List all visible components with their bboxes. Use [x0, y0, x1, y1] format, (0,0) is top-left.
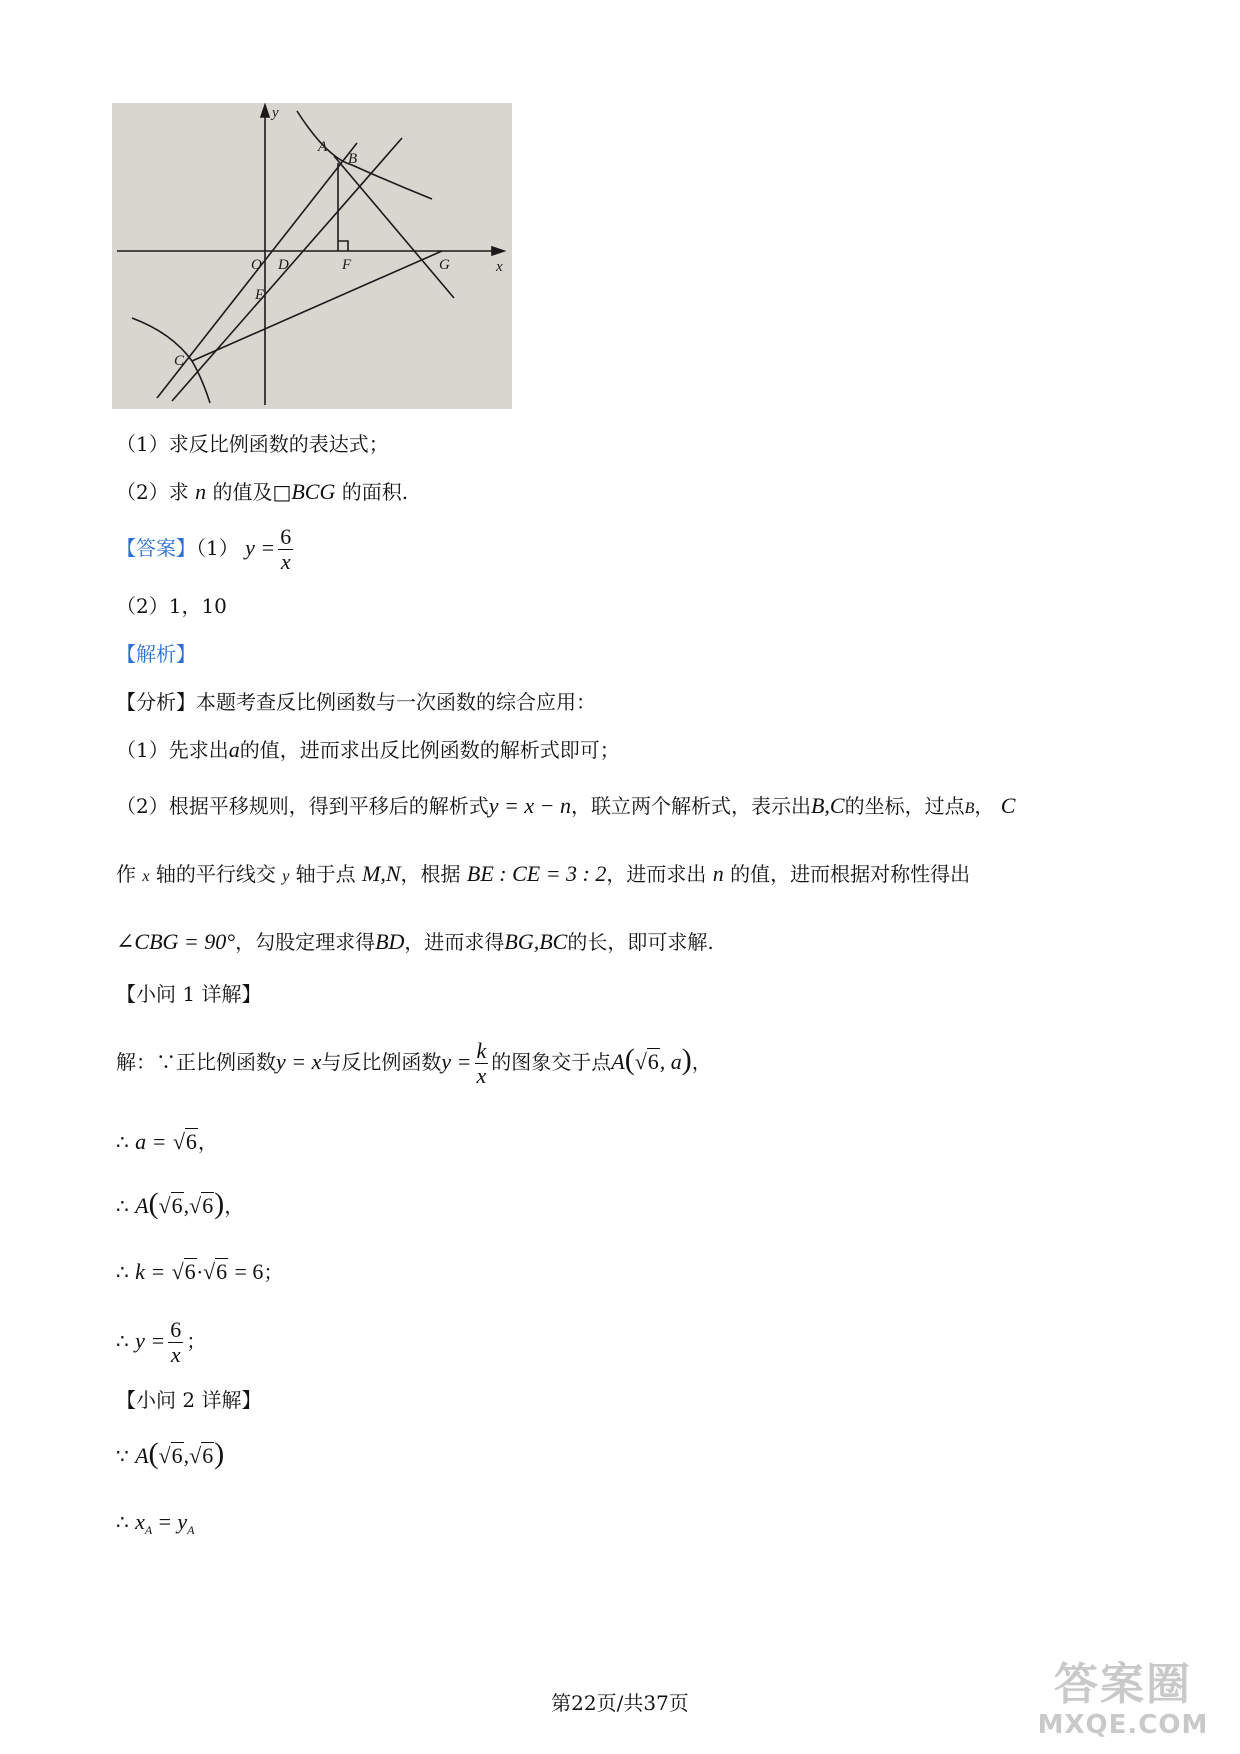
var-x: x — [135, 1509, 145, 1534]
geometry-figure — [112, 103, 512, 409]
q1-prefix: （1） — [116, 432, 169, 456]
text: ； — [186, 1329, 207, 1353]
dot: · — [196, 1260, 204, 1284]
var-n: n — [712, 861, 724, 886]
equals: = — [158, 1509, 171, 1534]
subscript: A — [144, 1523, 153, 1537]
text: 的值，进而求出反比例函数的解析式即可； — [239, 738, 620, 762]
text: ， — [691, 1050, 712, 1074]
label-b: B — [348, 151, 358, 167]
analysis-tag: 【解析】 — [116, 642, 196, 666]
numerator: 6 — [280, 524, 292, 549]
because: ∵ — [116, 1444, 129, 1468]
answer-tag: 【答案】 — [116, 536, 196, 560]
radicand: 6 — [171, 1443, 183, 1468]
label-o: O — [251, 257, 262, 273]
sqrt: √6 — [634, 1049, 659, 1074]
lhs: y = — [135, 1328, 166, 1353]
part1-step5 — [116, 1312, 206, 1370]
triangle-symbol: □ — [272, 480, 292, 504]
segments-bg-bc: BG,BC — [504, 929, 568, 954]
text: 的图象交于点 — [491, 1050, 612, 1074]
var-a: , a — [659, 1049, 682, 1074]
line-bg — [334, 156, 454, 298]
fenxi-p2 — [116, 792, 1015, 823]
fenxi-intro — [116, 688, 596, 716]
ratio: BE : CE = 3 : 2 — [466, 861, 607, 886]
part2-tag: 【小问 2 详解】 — [116, 1388, 262, 1412]
watermark-top: 答案圈 — [1054, 1659, 1192, 1710]
text: 的长，即可求解. — [567, 930, 714, 954]
text: 轴的平行线交 — [155, 862, 276, 886]
part1-step3: ∴ A(√6,√6)， — [116, 1187, 245, 1220]
therefore: ∴ — [116, 1130, 129, 1154]
answer-1-lhs: y = — [245, 535, 276, 560]
answer-1 — [116, 520, 296, 576]
therefore: ∴ — [116, 1510, 129, 1534]
text: ，进而求得 — [404, 930, 505, 954]
y-axis-arrow — [261, 105, 269, 117]
point-a: A — [611, 1049, 625, 1074]
radicand: 6 — [171, 1193, 183, 1218]
label-c: C — [174, 353, 185, 369]
q2-var-n: n — [195, 479, 207, 504]
q2-text: 的面积. — [341, 480, 409, 504]
q2-prefix: （2） — [116, 480, 169, 504]
fraction-6-over-x — [168, 1318, 183, 1367]
var-x: x — [142, 868, 150, 885]
text: ， — [974, 794, 995, 818]
fenxi-p4 — [116, 928, 714, 956]
label-d: D — [278, 257, 289, 273]
q2-text: 求 — [168, 480, 189, 504]
radicand: 6 — [216, 1259, 228, 1284]
part1-tag: 【小问 1 详解】 — [116, 982, 262, 1006]
label-a: A — [318, 139, 328, 155]
var-y: y — [177, 1509, 188, 1534]
numerator: 6 — [170, 1317, 182, 1342]
var-y: y — [282, 868, 290, 885]
question-2 — [116, 478, 408, 506]
equation: y = x — [276, 1049, 322, 1074]
answer-2: （2）1，10 — [116, 594, 227, 618]
label-x: x — [496, 259, 503, 275]
segment-bd: BD — [375, 929, 405, 954]
radicand: 6 — [202, 1443, 214, 1468]
label-f: F — [342, 257, 352, 273]
text: ，联立两个解析式，表示出 — [570, 794, 811, 818]
hyperbola-lower — [132, 318, 210, 403]
q1-text: 求反比例函数的表达式； — [168, 432, 389, 456]
equation: a = — [135, 1129, 167, 1154]
text: 的坐标，过点 — [844, 794, 965, 818]
question-1 — [116, 430, 389, 458]
var-a: a — [228, 737, 240, 762]
fenxi-p1 — [116, 736, 620, 764]
text: （1）先求出 — [116, 738, 229, 762]
text: 与反比例函数 — [321, 1050, 442, 1074]
q2-text: 的值及 — [212, 480, 273, 504]
part1-step4: ∴ k = √6·√6 = 6； — [116, 1259, 284, 1284]
subscript: A — [187, 1523, 195, 1537]
text: ，进而求出 — [606, 862, 707, 886]
q2-triangle: BCG — [291, 479, 336, 504]
therefore: ∴ — [116, 1194, 129, 1218]
point-a: A — [135, 1443, 149, 1468]
radicand: 6 — [185, 1129, 197, 1154]
numerator: k — [476, 1038, 487, 1063]
text: （2）根据平移规则，得到平移后的解析式 — [116, 794, 489, 818]
text: ，根据 — [400, 862, 461, 886]
denominator: x — [280, 549, 291, 574]
points-bc: B,C — [810, 793, 845, 818]
answer-1-prefix: （1） — [196, 536, 239, 560]
watermark-bottom: MXQE.COM — [1037, 1710, 1209, 1740]
radicand: 6 — [202, 1193, 214, 1218]
denominator: x — [170, 1342, 181, 1367]
angle-cbg: ∠CBG = 90° — [116, 929, 236, 954]
fenxi-intro-text: 本题考查反比例函数与一次函数的综合应用： — [196, 690, 596, 714]
text: 解：∵正比例函数 — [116, 1050, 276, 1074]
points-mn: M,N — [362, 861, 401, 886]
text: 作 — [116, 862, 136, 886]
fenxi-p3 — [116, 860, 970, 891]
text: ，勾股定理求得 — [235, 930, 376, 954]
text: ， — [224, 1194, 245, 1218]
radicand: 6 — [647, 1049, 659, 1074]
point-c: C — [1000, 793, 1016, 818]
x-axis-arrow — [492, 247, 504, 255]
therefore: ∴ — [116, 1260, 129, 1284]
hyperbola-upper — [297, 111, 432, 199]
point-b: B — [964, 800, 975, 817]
part2-step1: ∵ A(√6,√6) — [116, 1437, 225, 1470]
denominator: x — [476, 1063, 487, 1088]
right-angle-mark — [338, 241, 348, 251]
lhs: y = — [441, 1049, 472, 1074]
part1-step1: 解：∵正比例函数y = x与反比例函数y = $\frac{k}{x}$ 的图象交于点A(√6, a)， — [116, 1038, 712, 1088]
function-graph — [112, 103, 512, 409]
label-g: G — [439, 257, 450, 273]
label-e: E — [255, 287, 265, 303]
point-a: A — [135, 1193, 149, 1218]
answer-1-fraction — [278, 525, 293, 574]
text: ， — [197, 1130, 218, 1154]
result: = 6 — [234, 1259, 264, 1284]
therefore: ∴ — [116, 1329, 129, 1353]
fenxi-tag: 【分析】 — [116, 690, 196, 714]
equation: y = x − n — [488, 793, 571, 818]
label-y: y — [272, 105, 279, 121]
equation: k = — [135, 1259, 166, 1284]
watermark-logo — [1018, 1660, 1228, 1750]
part2-step2 — [116, 1508, 194, 1544]
part1-step2: ∴ a = √6， — [116, 1129, 218, 1154]
radicand: 6 — [184, 1259, 196, 1284]
text: ； — [263, 1260, 284, 1284]
text: 轴于点 — [295, 862, 356, 886]
fraction-k-over-x — [475, 1039, 489, 1088]
text: 的值，进而根据对称性得出 — [730, 862, 971, 886]
page-footer: 第22页/共37页 — [551, 1691, 689, 1715]
